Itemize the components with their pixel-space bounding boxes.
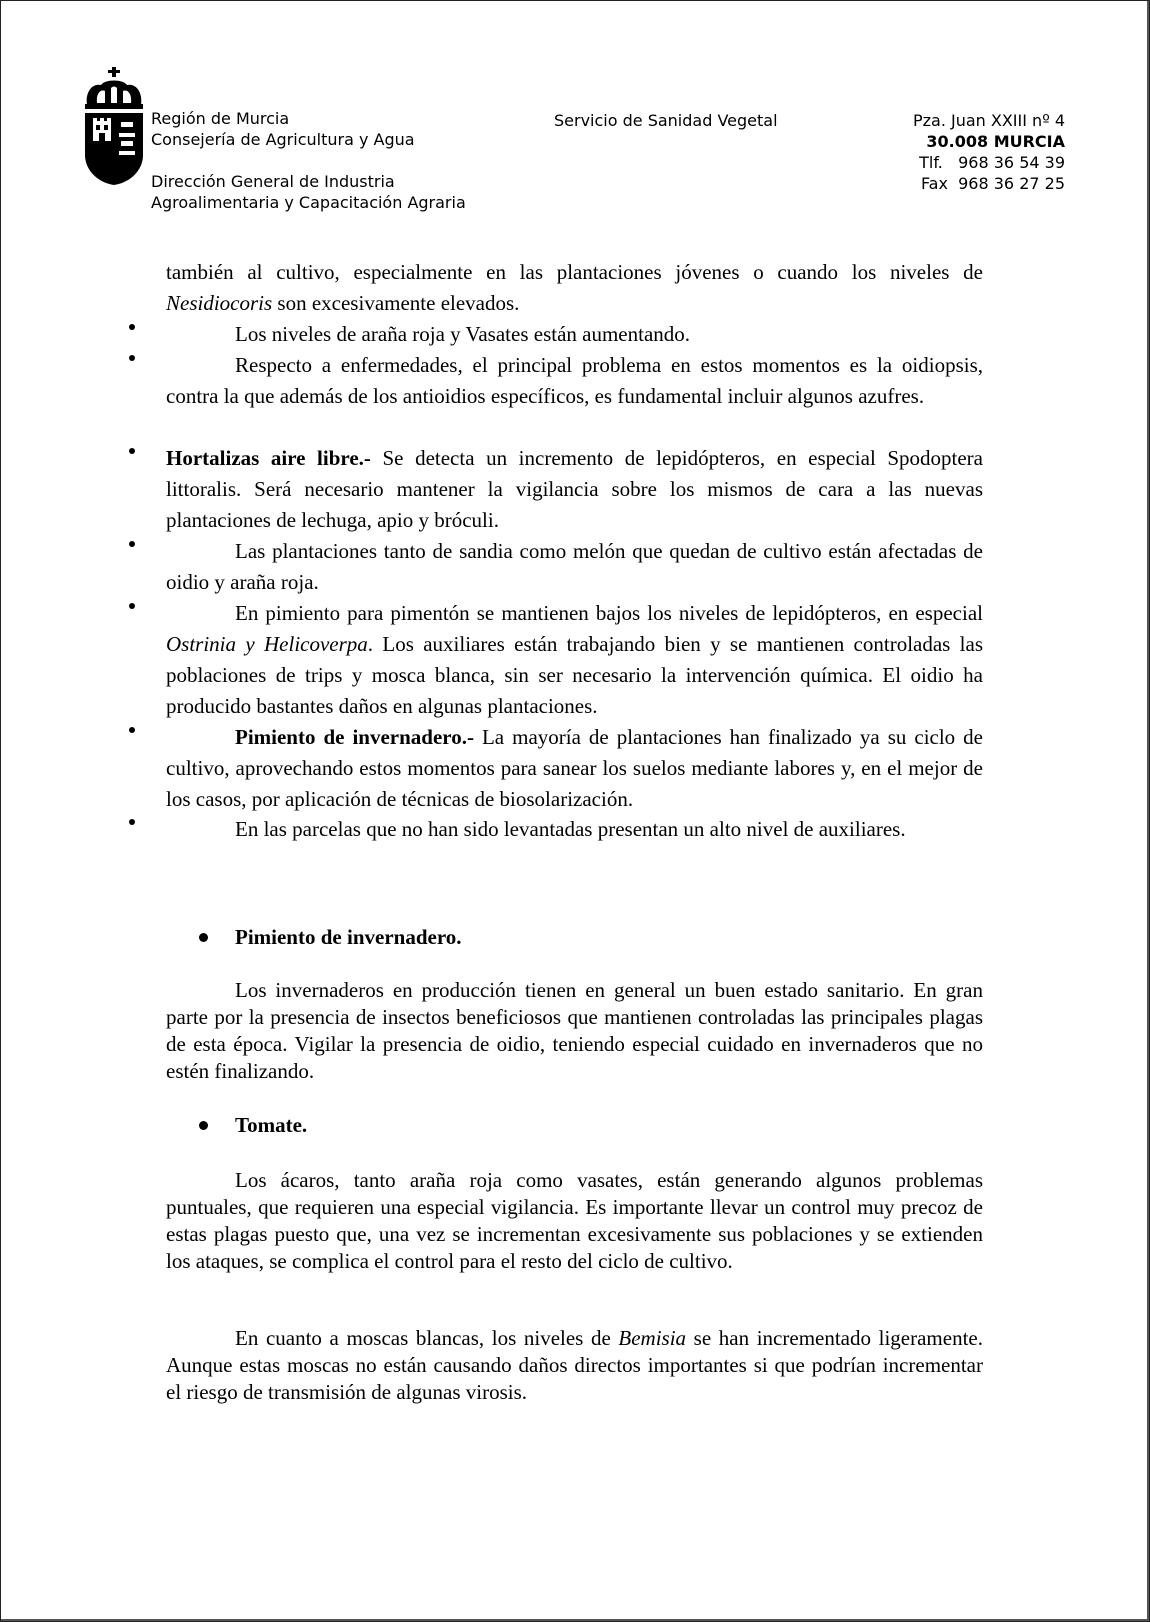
bullet-dot [199, 933, 208, 942]
paragraph-greenhouse-production: Los invernaderos en producción tienen en general un buen estado sanitario. En gran parte por la presencia de insectos beneficiosos que mantienen controladas las principales plagas de esta época. Vigilar la presencia de oidio, teniendo especial cuidado en invernaderos que no estén finalizando. [166, 978, 983, 1083]
directorate-line-2: Agroalimentaria y Capacitación Agraria [151, 193, 466, 212]
header-address [913, 110, 1065, 194]
bullet-dot [129, 603, 135, 609]
paragraph-continuation: también al cultivo, especialmente en las plantaciones jóvenes o cuando los niveles de Nesidiocoris son excesivamente elevados. [166, 260, 983, 315]
bullet-dot [129, 324, 135, 330]
header-organization [151, 108, 466, 213]
paragraph-whiteflies: En cuanto a moscas blancas, los niveles de Bemisia se han incrementado ligeramente. Aunque estas moscas no están causando daños directos importantes si que podrían incrementar el riesgo de transmisión de algunas virosis. [166, 1326, 983, 1404]
paragraph-plots: En las parcelas que no han sido levantadas presentan un alto nivel de auxiliares. [235, 817, 906, 841]
section-heading-pepper: Pimiento de invernadero. [199, 925, 462, 950]
paragraph-melon: Las plantaciones tanto de sandia como melón que quedan de cultivo están afectadas de oidio y araña roja. [166, 539, 983, 594]
address-street: Pza. Juan XXIII nº 4 [912, 111, 1065, 130]
paragraph-paprika: En pimiento para pimentón se mantienen bajos los niveles de lepidópteros, en especial Ostrinia y Helicoverpa. Los auxiliares están trabajando bien y se mantienen controladas las poblaciones de trips y mosca blanca, sin ser necesario la intervención química. El oidio ha producido bastantes daños en algunas plantaciones. [166, 601, 983, 718]
department-name: Consejería de Agricultura y Agua [151, 130, 415, 149]
region-name: Región de Murcia [151, 109, 290, 128]
bullet-dot [129, 448, 135, 454]
bullet-dot [199, 1121, 208, 1130]
region-crest-logo [83, 67, 145, 189]
bullet-dot [129, 355, 135, 361]
directorate-line-1: Dirección General de Industria [151, 172, 395, 191]
address-phone: Tlf. 968 36 54 39 [919, 153, 1065, 172]
bullet-dot [129, 727, 135, 733]
paragraph-outdoor-vegetables: Hortalizas aire libre.- Se detecta un incremento de lepidópteros, en especial Spodoptera littoralis. Será necesario mantener la vigilancia sobre los mismos de cara a las nuevas plantaciones de lechuga, apio y bróculi. [166, 446, 983, 532]
address-city: 30.008 MURCIA [926, 132, 1065, 151]
section-heading-tomato: Tomate. [199, 1113, 307, 1138]
paragraph-mites: Los ácaros, tanto araña roja como vasates, están generando algunos problemas puntuales, que requieren una especial vigilancia. Es importante llevar un control muy precoz de estas plagas puesto que, una vez se incrementan excesivamente sus poblaciones y se extienden los ataques, se complica el control para el resto del ciclo de cultivo. [166, 1168, 983, 1273]
address-fax: Fax 968 36 27 25 [920, 174, 1065, 193]
paragraph-red-spider: Los niveles de araña roja y Vasates están aumentando. [235, 322, 691, 346]
service-name: Servicio de Sanidad Vegetal [554, 111, 778, 130]
paragraph-diseases: Respecto a enfermedades, el principal problema en estos momentos es la oidiopsis, contra la que además de los antioidios específicos, es fundamental incluir algunos azufres. [166, 353, 983, 408]
paragraph-greenhouse-pepper: Pimiento de invernadero.- La mayoría de plantaciones han finalizado ya su ciclo de cultivo, aprovechando estos momentos para sanear los suelos mediante labores y, en el mejor de los casos, por aplicación de técnicas de biosolarización. [166, 725, 983, 811]
bullet-dot [129, 541, 135, 547]
bullet-dot [129, 819, 135, 825]
